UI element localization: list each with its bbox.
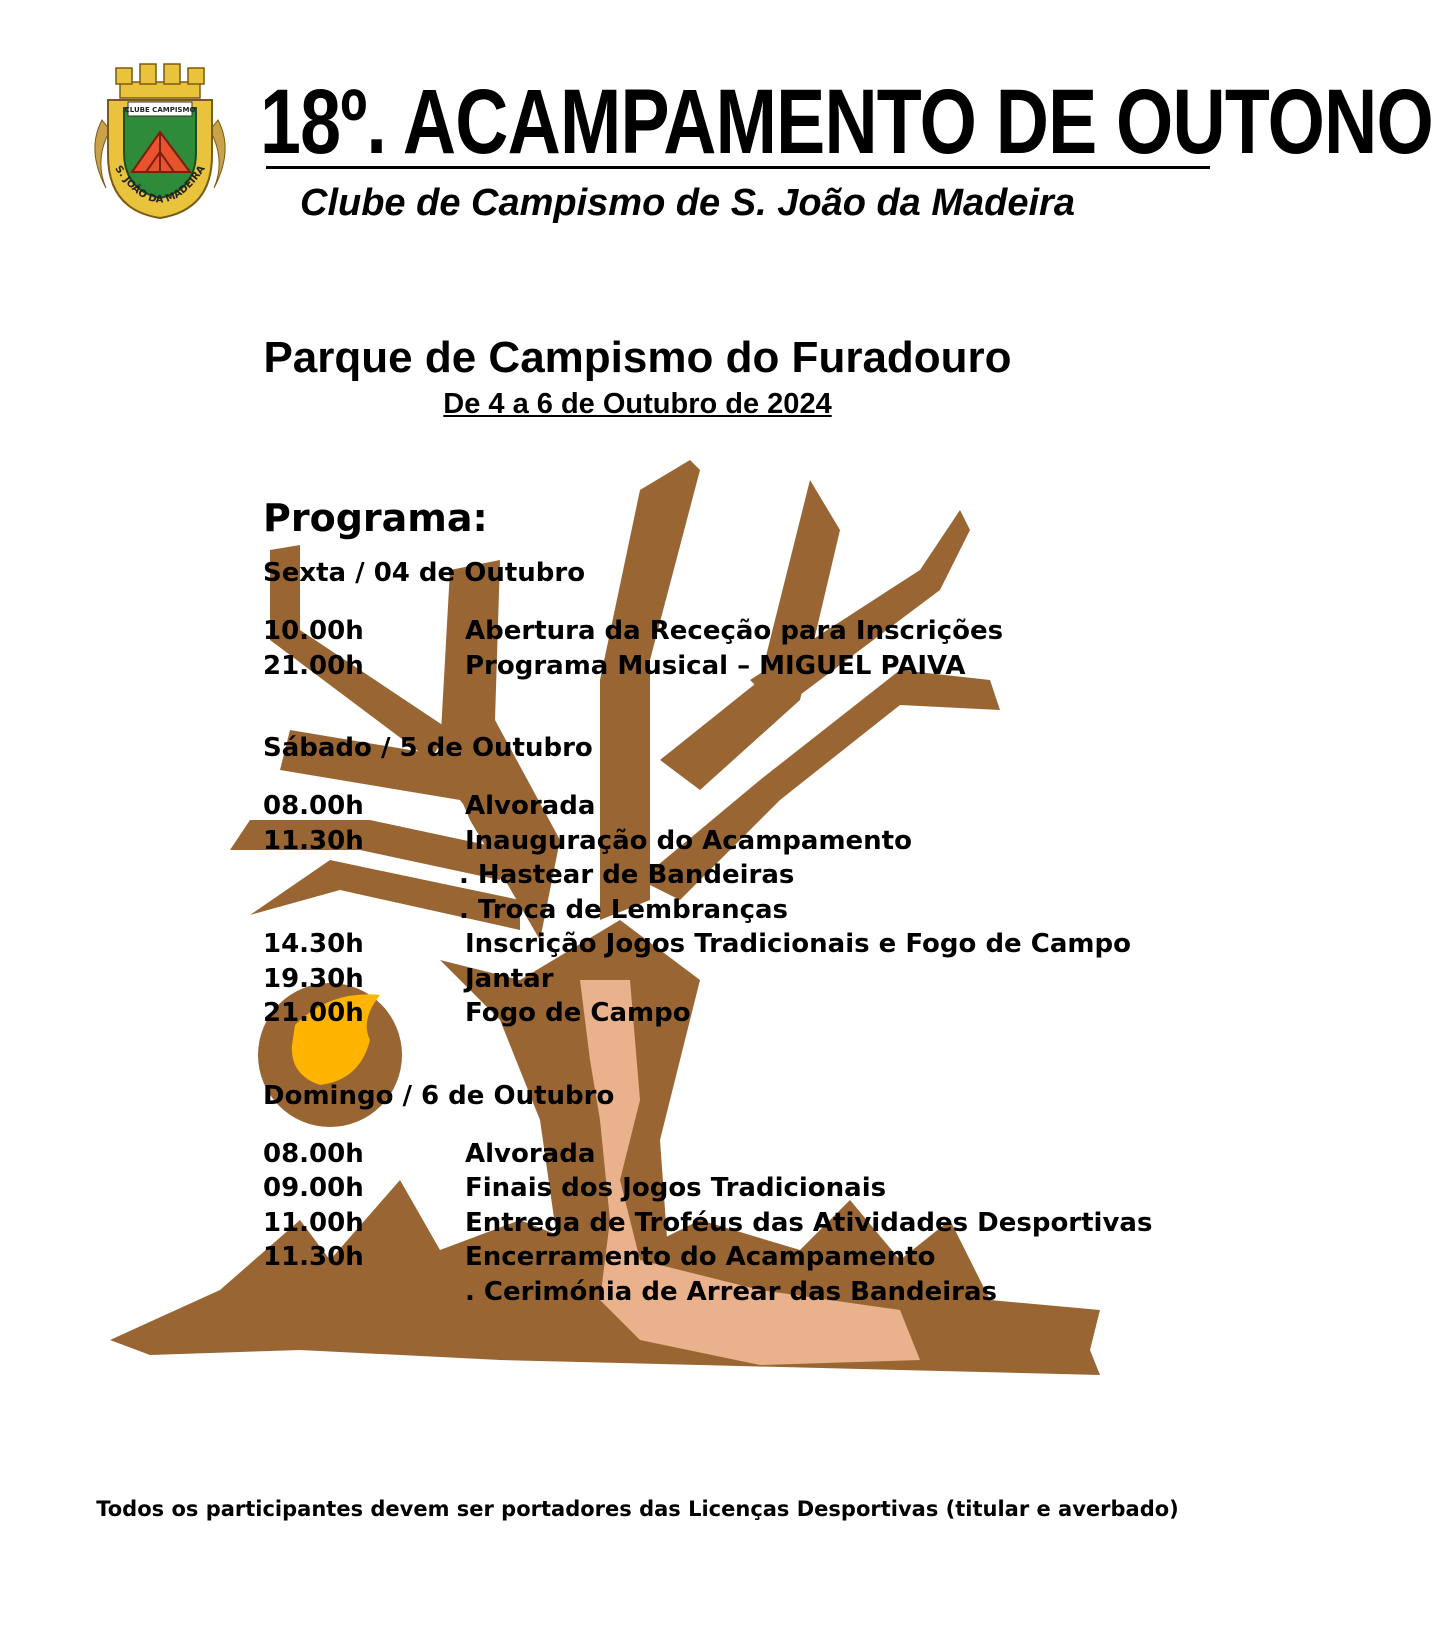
park-name: Parque de Campismo do Furadouro — [263, 333, 1012, 382]
activity: Fogo de Campo — [465, 998, 691, 1028]
footer-note: Todos os participantes devem ser portadores das Licenças Desportivas (titular e averbado) — [96, 1497, 1179, 1521]
event-dates-text: De 4 a 6 de Outubro de 2024 — [443, 388, 832, 420]
activity: Inauguração do Acampamento — [465, 825, 912, 856]
title-divider — [266, 166, 1210, 169]
time: 09.00h — [263, 1173, 364, 1203]
activity: Programa Musical – MIGUEL PAIVA — [465, 650, 966, 681]
schedule-row — [263, 649, 1223, 684]
schedule-row — [263, 824, 1223, 859]
activity: Inscrição Jogos Tradicionais e Fogo de Campo — [465, 929, 1131, 959]
day-title: Sexta / 04 de Outubro — [263, 558, 586, 588]
activity: Abertura da Receção para Inscrições — [465, 616, 1004, 646]
event-dates — [100, 384, 1175, 424]
day-friday — [263, 556, 1223, 683]
activity: . Troca de Lembranças — [459, 894, 789, 925]
crest-ring-text: S. JOÃO DA MADEIRA — [112, 163, 208, 206]
time: 14.30h — [263, 929, 364, 959]
club-crest-icon — [80, 60, 240, 225]
time: 21.00h — [263, 998, 364, 1028]
schedule-row — [263, 1240, 1223, 1275]
schedule-subitem — [263, 1275, 1223, 1310]
time: 08.00h — [263, 1138, 364, 1169]
activity: Finais dos Jogos Tradicionais — [465, 1173, 887, 1203]
activity: Alvorada — [465, 1138, 596, 1169]
program-heading: Programa: — [263, 496, 488, 540]
activity: Alvorada — [465, 791, 596, 821]
page-title: 18º. ACAMPAMENTO DE OUTONO — [260, 71, 1433, 173]
time: 08.00h — [263, 791, 364, 821]
day-title: Domingo / 6 de Outubro — [263, 1080, 615, 1111]
day-sunday — [263, 1079, 1223, 1310]
schedule-row — [263, 789, 1223, 824]
time: 11.00h — [263, 1207, 364, 1238]
schedule-row — [263, 1206, 1223, 1241]
activity: . Cerimónia de Arrear das Bandeiras — [465, 1276, 998, 1307]
time: 10.00h — [263, 616, 364, 646]
schedule-row — [263, 1137, 1223, 1172]
schedule-row — [263, 996, 1223, 1031]
activity: Encerramento do Acampamento — [465, 1242, 936, 1272]
time: 19.30h — [263, 963, 364, 994]
activity: Entrega de Troféus das Atividades Desportivas — [465, 1207, 1153, 1238]
schedule-row — [263, 927, 1223, 962]
schedule-row — [263, 962, 1223, 997]
program — [263, 490, 1223, 1309]
activity: . Hastear de Bandeiras — [459, 860, 795, 890]
schedule-subitem — [263, 893, 1223, 928]
club-name: Clube de Campismo de S. João da Madeira — [300, 182, 1075, 224]
activity: Jantar — [465, 963, 554, 994]
schedule-row — [263, 614, 1223, 649]
day-title: Sábado / 5 de Outubro — [263, 733, 593, 763]
crest-banner-text: CLUBE CAMPISMO — [124, 106, 196, 114]
time: 11.30h — [263, 825, 364, 856]
schedule-subitem — [263, 858, 1223, 893]
time: 21.00h — [263, 650, 364, 681]
schedule-row — [263, 1171, 1223, 1206]
time: 11.30h — [263, 1242, 364, 1272]
day-saturday — [263, 731, 1223, 1031]
